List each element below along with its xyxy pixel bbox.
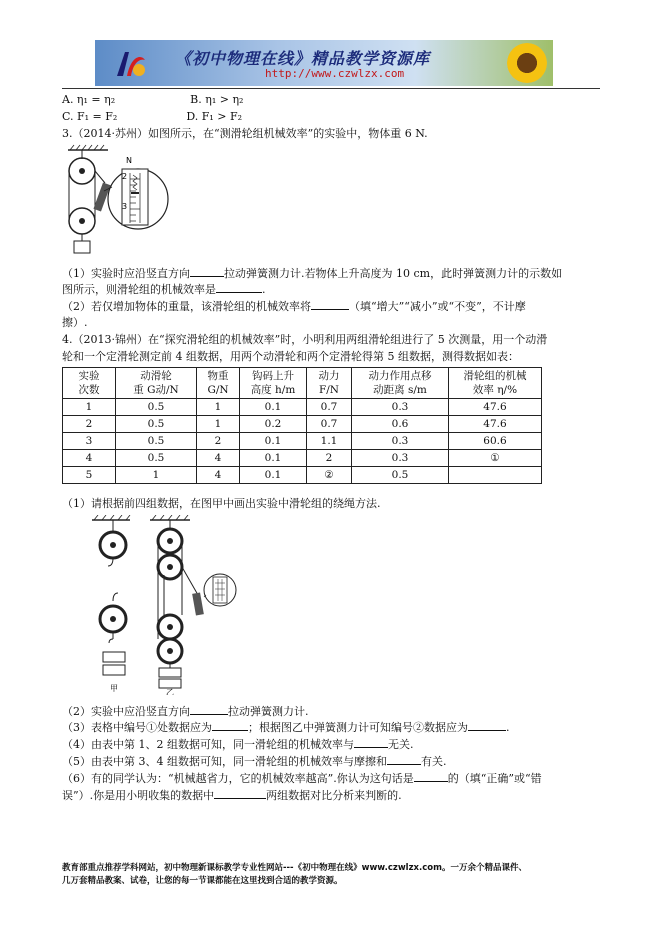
option-a: A. η₁ = η₂ [62,93,116,106]
table-cell: 0.3 [352,433,449,450]
table-cell: 0.5 [352,467,449,484]
scale-unit-label: N [126,156,132,165]
table-cell: 0.1 [240,399,307,416]
header-trial: 实验 次数 [63,368,116,399]
table-row [63,467,542,484]
banner-title: 《初中物理在线》精品教学资源库 [175,49,431,68]
table-cell: 4 [197,450,240,467]
table-cell: 1 [197,416,240,433]
q4-blank-direction[interactable] [190,704,228,715]
footer-line1: 教育部重点推荐学科网站，初中物理新课标教学专业性网站---《初中物理在线》www.czwlzx.com。一万余个精品课件、 [62,863,527,873]
header-rule [62,88,600,89]
q3-p1-line2: 图所示，则滑轮组的机械效率是 . [62,283,266,296]
scale-tick-3: 3 [122,202,128,211]
table-cell: 0.6 [352,416,449,433]
header-banner [95,40,553,86]
table-cell: 0.1 [240,467,307,484]
table-cell: 0.2 [240,416,307,433]
table-cell: 1 [116,467,197,484]
q4-p4: （4）由表中第 1、2 组数据可知，同一滑轮组的机械效率与 无关. [62,738,414,751]
table-row [63,433,542,450]
sunflower-icon [507,43,547,83]
header-efficiency: 滑轮组的机械 效率 η/% [449,368,542,399]
header-force: 动力 F/N [307,368,352,399]
q4-figure [80,515,260,695]
table-cell: 2 [307,450,352,467]
site-logo-icon [113,46,149,80]
table-cell: 1 [197,399,240,416]
table-cell: ② [307,467,352,484]
table-cell: 2 [63,416,116,433]
table-cell: 0.1 [240,450,307,467]
table-cell: 60.6 [449,433,542,450]
figure-label-yi: 乙 [166,688,174,695]
q3-blank-direction[interactable] [190,266,224,277]
q4-p1: （1）请根据前四组数据，在图甲中画出实验中滑轮组的绕绳方法. [62,497,381,510]
header-pulley-weight: 动滑轮 重 G动/N [116,368,197,399]
table-cell [449,467,542,484]
header-load: 物重 G/N [197,368,240,399]
option-c: C. F₁ = F₂ [62,110,118,123]
header-height: 钩码上升 高度 h/m [240,368,307,399]
q4-blank-1[interactable] [212,720,248,731]
q4-data-table [62,367,542,484]
table-cell: 0.5 [116,416,197,433]
table-cell: 47.6 [449,399,542,416]
page-footer [62,862,607,888]
q4-p5: （5）由表中第 3、4 组数据可知，同一滑轮组的机械效率与摩擦和 有关. [62,755,447,768]
q4-p2: （2）实验中应沿竖直方向 拉动弹簧测力计. [62,705,309,718]
q3-blank-change[interactable] [311,299,349,310]
table-cell: ① [449,450,542,467]
option-b: B. η₁ > η₂ [190,93,244,106]
table-header-row [63,368,542,399]
scale-tick-2: 2 [122,172,128,181]
table-cell: 0.5 [116,399,197,416]
q4-p3: （3）表格中编号①处数据应为 ；根据图乙中弹簧测力计可知编号②数据应为 . [62,721,510,734]
q4-p6-line2: 误”）.你是用小明收集的数据中 两组数据对比分析来判断的. [62,789,402,802]
table-cell: 0.5 [116,450,197,467]
prev-options-row2 [62,110,242,124]
prev-options-row1 [62,93,243,107]
table-row [63,416,542,433]
q4-blank-judgement[interactable] [414,771,448,782]
table-cell: 1 [63,399,116,416]
q3-p2-line2: 擦）. [62,316,88,329]
table-cell: 2 [197,433,240,450]
table-cell: 0.7 [307,416,352,433]
q3-p1-line1: （1）实验时应沿竖直方向 拉动弹簧测力计.若物体上升高度为 10 cm，此时弹簧测力计的示数如 [62,267,563,280]
q3-figure [60,143,175,261]
table-cell: 3 [63,433,116,450]
q4-stem-line2: 轮和一个定滑轮测定前 4 组数据，用两个动滑轮和两个定滑轮得第 5 组数据，测得数据如表： [62,350,519,363]
table-row [63,399,542,416]
q3-stem: 3.（2014·苏州）如图所示，在“测滑轮组机械效率”的实验中，物体重 6 N. [62,127,428,140]
table-cell: 0.1 [240,433,307,450]
table-cell: 0.7 [307,399,352,416]
banner-url[interactable]: http://www.czwlzx.com [265,67,405,80]
table-cell: 4 [197,467,240,484]
table-cell: 0.3 [352,450,449,467]
q4-blank-factor2[interactable] [387,754,421,765]
q3-p2-line1: （2）若仅增加物体的重量，该滑轮组的机械效率将 （填“增大”“减小”或“不变”，不计摩 [62,300,526,313]
q4-blank-groups[interactable] [214,788,266,799]
q4-blank-factor1[interactable] [354,737,388,748]
table-cell: 4 [63,450,116,467]
figure-label-jia: 甲 [110,684,118,693]
table-cell: 1.1 [307,433,352,450]
q4-stem-line1: 4.（2013·锦州）在“探究滑轮组的机械效率”时，小明利用两组滑轮组进行了 5 次测量，用一个动滑 [62,333,548,346]
q4-p6-line1: （6）有的同学认为：“机械越省力，它的机械效率越高”.你认为这句话是 的（填“正确”或“错 [62,772,542,785]
table-cell: 47.6 [449,416,542,433]
table-row [63,450,542,467]
table-cell: 5 [63,467,116,484]
table-cell: 0.5 [116,433,197,450]
q4-blank-2[interactable] [468,720,506,731]
header-distance: 动力作用点移 动距离 s/m [352,368,449,399]
footer-line2: 几万套精品教案、试卷，让您的每一节课都能在这里找到合适的教学资源。 [62,876,343,886]
table-cell: 0.3 [352,399,449,416]
option-d: D. F₁ > F₂ [186,110,243,123]
q3-blank-efficiency[interactable] [216,282,262,293]
